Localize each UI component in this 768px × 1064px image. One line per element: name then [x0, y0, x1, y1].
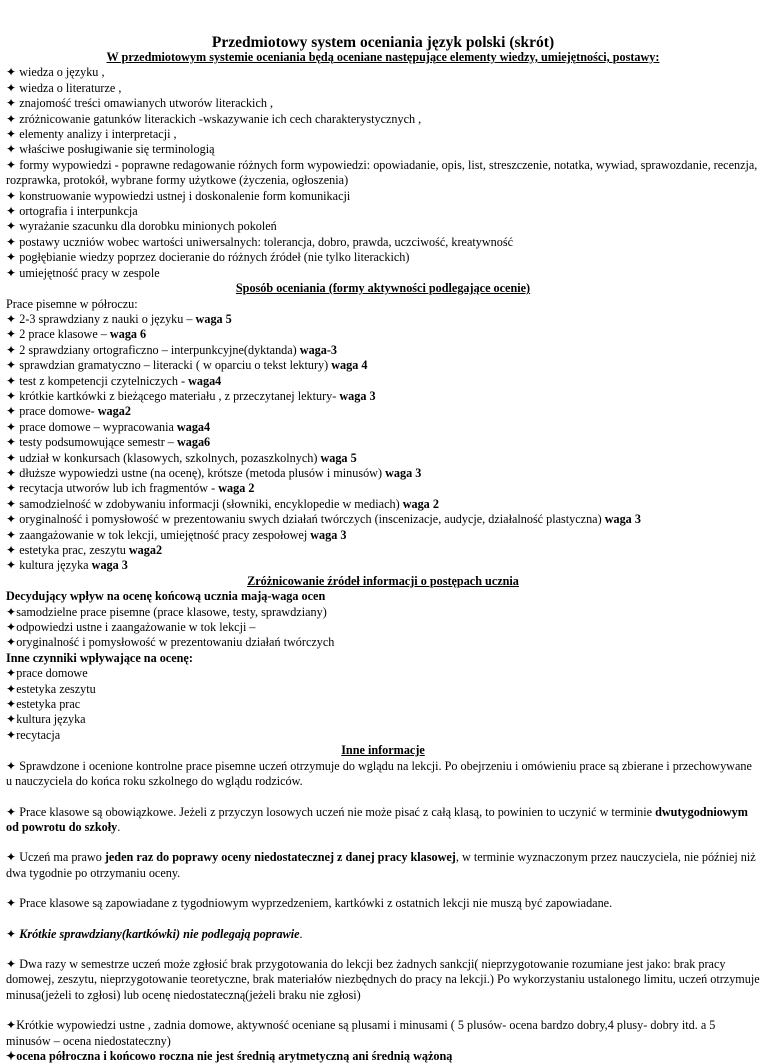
intro-heading: W przedmiotowym systemie oceniania będą oceniane następujące elementy wiedzy, umiejętności, postawy: [106, 50, 660, 64]
list-item: ✦ postawy uczniów wobec wartości uniwersalnych: tolerancja, dobro, prawda, uczciwość, kreatywność [6, 234, 513, 249]
assessment-item: ✦ estetyka prac, zeszytu waga2 [6, 543, 163, 557]
bullet-icon: ✦ [6, 926, 17, 941]
bullet-icon: ✦ [6, 758, 17, 773]
list-item: ✦ pogłębianie wiedzy poprzez docieranie do różnych źródeł (nie tylko literackich) [6, 250, 410, 265]
list-item: ✦estetyka prac [6, 697, 81, 712]
assessment-item: ✦ oryginalność i pomysłowość w prezentowaniu swych działań twórczych (inscenizacje, audycje, działalność plastyczna) waga 3 [6, 512, 641, 527]
bullet-icon: ✦ [6, 681, 17, 696]
bullet-icon: ✦ [6, 666, 17, 681]
weight-label: waga-3 [299, 342, 338, 357]
weight-label: waga 6 [109, 327, 147, 342]
list-item: ✦ elementy analizy i interpretacji , [6, 127, 177, 142]
document-title: Przedmiotowy system oceniania język polski (skrót) [211, 34, 555, 51]
list-item: ✦ umiejętność pracy w zespole [6, 265, 160, 280]
bullet-icon: ✦ [6, 127, 17, 142]
assessment-item: ✦ 2 sprawdziany ortograficzno – interpunkcyjne(dyktanda) waga-3 [6, 342, 338, 357]
bullet-icon: ✦ [6, 481, 17, 496]
bullet-icon: ✦ [6, 850, 17, 865]
weight-label: waga 5 [195, 311, 232, 326]
bullet-icon: ✦ [6, 142, 17, 157]
bullet-icon: ✦ [6, 96, 17, 111]
info-paragraph: ✦Krótkie wypowiedzi ustne , zadnia domowe, aktywność oceniane są plusami i minusami ( 5 plusów- ocena bardzo dobry,4 plusy- dobry itd. a 5 minusów – ocena niedostateczny) [6, 1018, 716, 1048]
bullet-icon: ✦ [6, 358, 17, 373]
bullet-icon: ✦ [6, 496, 17, 511]
bullet-icon: ✦ [6, 311, 17, 326]
info-paragraph: ✦ Dwa razy w semestrze uczeń może zgłosić brak przygotowania do lekcji bez żadnych sankcji( nieprzygotowanie rozumiane jest jako: brak pracy domowej, zeszytu, nieprzygotowanie teoretyczne, brak materiałów niezbędnych do pracy na lekcji.) Po wykorzystaniu ustalonego limitu, uczeń otrzymuje minusa(jeżeli to zgłosi) lub ocenę niedostateczną(jeżeli braku nie zgłosi) [6, 956, 760, 1002]
weight-label: waga 4 [331, 358, 368, 373]
assessment-item: ✦ prace domowe- waga2 [6, 404, 131, 419]
bullet-icon: ✦ [6, 512, 17, 527]
bullet-icon: ✦ [6, 188, 17, 203]
assessment-heading: Sposób oceniania (formy aktywności podlegające ocenie) [235, 281, 531, 296]
bullet-icon: ✦ [6, 219, 17, 234]
weight-label: waga4 [188, 373, 222, 388]
assessment-item: ✦ dłuższe wypowiedzi ustne (na ocenę), krótsze (metoda plusów i minusów) waga 3 [6, 465, 422, 480]
info-heading: Inne informacje [341, 743, 425, 758]
weight-label: waga4 [176, 419, 211, 434]
weight-label: waga 3 [339, 388, 376, 403]
assessment-item: ✦ krótkie kartkówki z bieżącego materiału , z przeczytanej lektury- waga 3 [6, 388, 376, 403]
bullet-icon: ✦ [6, 727, 17, 742]
bullet-icon: ✦ [6, 450, 17, 465]
weight-label: waga 3 [604, 512, 641, 527]
weight-label: waga6 [176, 435, 211, 450]
assessment-item: ✦ zaangażowanie w tok lekcji, umiejętność pracy zespołowej waga 3 [6, 527, 347, 542]
list-item: ✦kultura języka [6, 712, 86, 727]
bullet-icon: ✦ [6, 373, 17, 388]
assessment-item: ✦ prace domowe – wypracowania waga4 [6, 419, 211, 434]
info-paragraph: ✦ Prace klasowe są zapowiadane z tygodniowym wyprzedzeniem, kartkówki z ostatnich lekcji nie muszą być zapowiadane. [6, 896, 613, 911]
bullet-icon: ✦ [6, 635, 17, 650]
info-paragraph: ✦ocena półroczna i końcowo roczna nie jest średnią arytmetyczną ani średnią wążoną [6, 1048, 453, 1063]
assessment-item: ✦ udział w konkursach (klasowych, szkolnych, pozaszkolnych) waga 5 [6, 450, 357, 465]
intro-list [6, 65, 760, 281]
list-item: ✦ znajomość treści omawianych utworów literackich , [6, 96, 274, 111]
list-item: ✦samodzielne prace pisemne (prace klasowe, testy, sprawdziany) [6, 604, 327, 619]
decisive-heading: Decydujący wpływ na ocenę końcową ucznia mają-waga ocen [6, 589, 326, 604]
bullet-icon: ✦ [6, 80, 17, 95]
bullet-icon: ✦ [6, 804, 17, 819]
assessment-item: ✦ sprawdzian gramatyczno – literacki ( w oparciu o tekst lektury) waga 4 [6, 358, 368, 373]
bullet-icon: ✦ [6, 956, 17, 971]
info-paragraph: ✦ Prace klasowe są obowiązkowe. Jeżeli z przyczyn losowych uczeń nie może pisać z całą klasą, to powinien to uczynić w terminie dwutygodniowym od powrotu do szkoły. [6, 804, 748, 834]
weight-label: waga 2 [218, 481, 255, 496]
list-item: ✦odpowiedzi ustne i zaangażowanie w tok lekcji – [6, 620, 256, 635]
assessment-item: ✦ kultura języka waga 3 [6, 558, 128, 573]
weight-label: waga2 [97, 404, 131, 419]
assessment-intro: Prace pisemne w półroczu: [6, 296, 138, 311]
bullet-icon: ✦ [6, 204, 17, 219]
bullet-icon: ✦ [6, 543, 17, 557]
list-item: ✦ wiedza o języku , [6, 65, 105, 80]
bullet-icon: ✦ [6, 527, 17, 542]
list-item: ✦estetyka zeszytu [6, 681, 96, 696]
bullet-icon: ✦ [6, 419, 17, 434]
sources-heading: Zróżnicowanie źródeł informacji o postępach ucznia [247, 573, 519, 588]
list-item: ✦ właściwe posługiwanie się terminologią [6, 142, 215, 157]
bullet-icon: ✦ [6, 250, 17, 265]
list-item: ✦ wyrażanie szacunku dla dorobku minionych pokoleń [6, 219, 277, 234]
bullet-icon: ✦ [6, 435, 17, 450]
assessment-item: ✦ 2 prace klasowe – waga 6 [6, 327, 147, 342]
assessment-item: ✦ samodzielność w zdobywaniu informacji (słowniki, encyklopedie w mediach) waga 2 [6, 496, 439, 511]
weight-label: waga 3 [310, 527, 347, 542]
bullet-icon: ✦ [6, 604, 17, 619]
assessment-item: ✦ 2-3 sprawdziany z nauki o języku – waga 5 [6, 311, 232, 326]
weight-label: waga 5 [320, 450, 357, 465]
bullet-icon: ✦ [6, 896, 17, 911]
weight-label: waga 3 [385, 465, 422, 480]
bullet-icon: ✦ [6, 327, 17, 342]
other-factors-heading: Inne czynniki wpływające na ocenę: [6, 650, 193, 665]
decisive-list [6, 605, 760, 651]
bullet-icon: ✦ [6, 712, 17, 727]
info-paragraph: ✦ Krótkie sprawdziany(kartkówki) nie podlegają poprawie. [6, 926, 303, 941]
bullet-icon: ✦ [6, 65, 17, 80]
bullet-icon: ✦ [6, 697, 17, 712]
assessment-item: ✦ recytacja utworów lub ich fragmentów - waga 2 [6, 481, 255, 496]
weight-label: waga2 [128, 543, 163, 557]
bullet-icon: ✦ [6, 234, 17, 249]
list-item: ✦ wiedza o literaturze , [6, 80, 122, 95]
bullet-icon: ✦ [6, 388, 17, 403]
weight-label: waga 2 [402, 496, 439, 511]
bullet-icon: ✦ [6, 404, 17, 419]
bullet-icon: ✦ [6, 1048, 17, 1063]
list-item: ✦ formy wypowiedzi - poprawne redagowanie różnych form wypowiedzi: opowiadanie, opis, list, streszczenie, notatka, wywiad, sprawozdanie, recenzja, rozprawka, protokół, wybrane formy użytkowe (życzenia, ogłoszenia) [6, 157, 758, 188]
bullet-icon: ✦ [6, 111, 17, 126]
list-item: ✦prace domowe [6, 666, 88, 681]
other-factors-list [6, 666, 760, 743]
info-paragraph: ✦ Sprawdzone i ocenione kontrolne prace pisemne uczeń otrzymuje do wglądu na lekcji. Po obejrzeniu i omówieniu prace są zbierane i przechowywane u nauczyciela do końca roku szkolnego do wglądu rodziców. [6, 758, 752, 789]
info-paragraph: ✦ Uczeń ma prawo jeden raz do poprawy oceny niedostatecznej z danej pracy klasowej, w terminie wyznaczonym przez nauczyciela, nie później niż dwa tygodnie po otrzymaniu oceny. [6, 850, 756, 880]
bullet-icon: ✦ [6, 265, 17, 280]
assessment-item: ✦ test z kompetencji czytelniczych - waga4 [6, 373, 222, 388]
list-item: ✦ konstruowanie wypowiedzi ustnej i doskonalenie form komunikacji [6, 188, 351, 203]
list-item: ✦ ortografia i interpunkcja [6, 204, 138, 219]
list-item: ✦ zróżnicowanie gatunków literackich -wskazywanie ich cech charakterystycznych , [6, 111, 422, 126]
bullet-icon: ✦ [6, 342, 17, 357]
list-item: ✦oryginalność i pomysłowość w prezentowaniu działań twórczych [6, 635, 335, 650]
assessment-item: ✦ testy podsumowujące semestr – waga6 [6, 435, 211, 450]
bullet-icon: ✦ [6, 620, 17, 635]
list-item: ✦recytacja [6, 727, 61, 742]
assessment-list [6, 312, 760, 574]
bullet-icon: ✦ [6, 465, 17, 480]
bullet-icon: ✦ [6, 558, 17, 573]
bullet-icon: ✦ [6, 1018, 17, 1033]
bullet-icon: ✦ [6, 157, 17, 172]
weight-label: waga 3 [91, 558, 128, 573]
